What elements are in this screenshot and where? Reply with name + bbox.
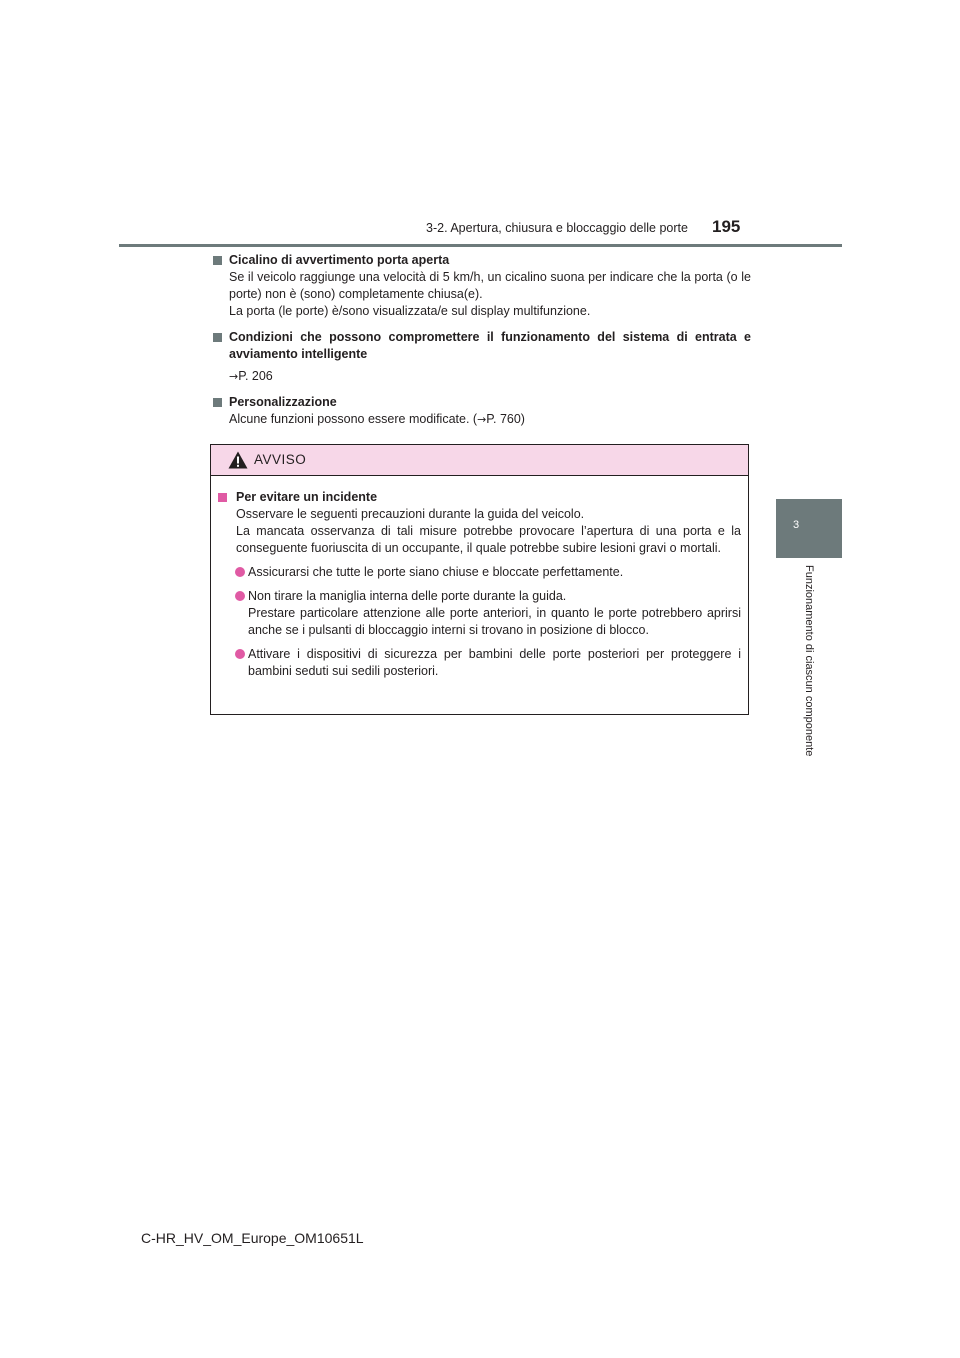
chapter-label: Funzionamento di ciascun componente	[803, 565, 815, 757]
warning-intro: Osservare le seguenti precauzioni durante la guida del veicolo. La mancata osservanza di tali misure potrebbe provocare l’apertura di una porta e la conseguente fuoriuscita di un occupante, il quale potrebbe subire lesioni gravi o mortali.	[236, 507, 741, 555]
section-body: Se il veicolo raggiunge una velocità di 5 km/h, un cicalino suona per indicare che la porta (o le porte) non è (sono) completamente chiusa(e). La porta (le porte) è/sono visualizzata/e sul display multifunzione.	[229, 270, 751, 318]
square-bullet-icon	[218, 493, 227, 502]
warning-label: AVVISO	[254, 452, 307, 467]
warning-bullet: Non tirare la maniglia interna delle porte durante la guida. Prestare particolare attenzione alle porte anteriori, in quanto le porte potrebbero aprirsi anche se i pulsanti di bloccaggio interni si trovano in posizione di blocco.	[217, 588, 741, 639]
warning-title: Per evitare un incidente	[236, 490, 378, 504]
main-content	[211, 252, 751, 437]
header-divider	[119, 244, 842, 247]
section-door-warning-buzzer	[211, 252, 751, 320]
arrow-right-icon: →	[477, 413, 487, 426]
section-title: Personalizzazione	[229, 395, 337, 409]
square-bullet-icon	[213, 333, 222, 342]
page-reference-text: P. 206	[238, 369, 273, 383]
chapter-tab	[776, 499, 842, 558]
page-reference[interactable]	[211, 368, 751, 385]
section-smart-entry-conditions	[211, 329, 751, 385]
page-number: 195	[712, 217, 741, 236]
warning-bullet: Attivare i dispositivi di sicurezza per bambini delle porte posteriori per proteggere i bambini seduti sui sedili posteriori.	[217, 646, 741, 680]
section-header-title: 3-2. Apertura, chiusura e bloccaggio delle porte	[426, 221, 688, 235]
warning-header	[211, 445, 748, 476]
section-title: Cicalino di avvertimento porta aperta	[229, 253, 450, 267]
footer-doc-code: C-HR_HV_OM_Europe_OM10651L	[141, 1230, 364, 1246]
section-body: Alcune funzioni possono essere modificate. (→P. 760)	[229, 412, 525, 426]
arrow-right-icon: →	[229, 370, 239, 383]
bullet-dot-icon	[235, 591, 245, 601]
warning-bullet: Assicurarsi che tutte le porte siano chiuse e bloccate perfettamente.	[217, 564, 741, 581]
chapter-number: 3	[793, 519, 800, 531]
bullet-dot-icon	[235, 649, 245, 659]
warning-body	[211, 476, 748, 680]
square-bullet-icon	[213, 398, 222, 407]
section-customization	[211, 394, 751, 428]
section-title: Condizioni che possono compromettere il funzionamento del sistema di entrata e avviamento intelligente	[229, 330, 751, 361]
bullet-dot-icon	[235, 567, 245, 577]
square-bullet-icon	[213, 256, 222, 265]
warning-box	[210, 444, 749, 715]
page-reference-text[interactable]: P. 760)	[486, 412, 525, 426]
warning-triangle-icon	[228, 451, 248, 469]
